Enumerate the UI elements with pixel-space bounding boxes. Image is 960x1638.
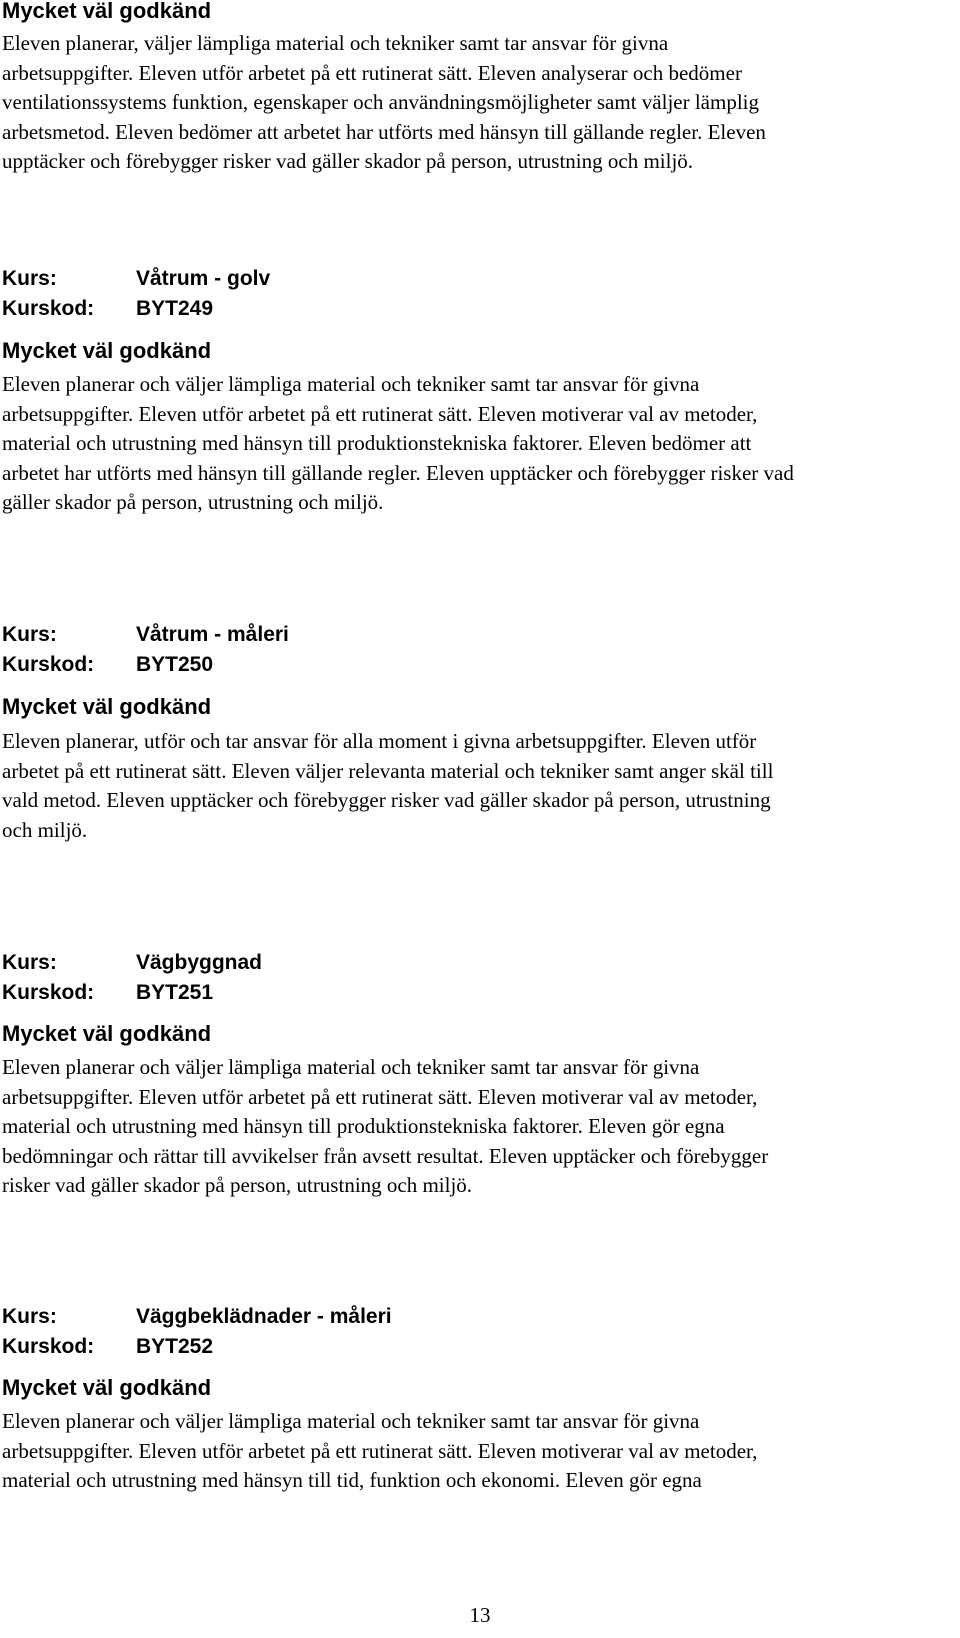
criteria-line: arbetsuppgifter. Eleven utför arbetet på ett rutinerat sätt. Eleven analyserar och bedömer [2,60,742,85]
course-row [2,264,270,294]
grade-heading: Mycket väl godkänd [2,1375,212,1400]
course-name: Vägbyggnad [136,951,263,974]
course-header [2,264,270,324]
criteria-line: material och utrustning med hänsyn till produktionstekniska faktorer. Eleven gör egna [2,1114,725,1138]
grade-heading: Mycket väl godkänd [2,338,212,363]
course-row [2,948,262,978]
criteria-text [2,1053,937,1201]
criteria-line: Eleven planerar, väljer lämpliga material och tekniker samt tar ansvar för givna [2,31,669,55]
course-code-label: Kurskod: [2,297,95,320]
course-code-label: Kurskod: [2,1335,95,1358]
criteria-text [2,1407,937,1496]
criteria-line: Eleven planerar och väljer lämpliga material och tekniker samt tar ansvar för givna [2,372,700,396]
course-name: Våtrum - golv [136,267,271,290]
criteria-text [2,29,937,177]
course-code-label: Kurskod: [2,653,95,676]
criteria-line: arbetsmetod. Eleven bedömer att arbetet har utförts med hänsyn till gällande regler. Eleven [2,119,766,144]
criteria-line: vald metod. Eleven upptäcker och förebygger risker vad gäller skador på person, utrustning [2,788,771,812]
course-label: Kurs: [2,1305,57,1328]
course-code-row [2,978,262,1008]
criteria-line: risker vad gäller skador på person, utrustning och miljö. [2,1173,473,1197]
course-code-row [2,650,289,680]
course-code: BYT252 [136,1335,214,1358]
course-code: BYT251 [136,981,214,1004]
criteria-line: bedömningar och rättar till avvikelser från avsett resultat. Eleven upptäcker och förebygger [2,1143,769,1168]
criteria-line: upptäcker och förebygger risker vad gäller skador på person, utrustning och miljö. [2,149,694,173]
course-header [2,620,289,680]
course-label: Kurs: [2,267,57,290]
course-name: Våtrum - måleri [136,623,289,646]
criteria-line: Eleven planerar och väljer lämpliga material och tekniker samt tar ansvar för givna [2,1409,700,1433]
criteria-text [2,727,937,845]
course-code: BYT250 [136,653,214,676]
course-row [2,1302,392,1332]
course-name: Väggbeklädnader - måleri [136,1305,392,1328]
criteria-line: material och utrustning med hänsyn till tid, funktion och ekonomi. Eleven gör egna [2,1468,702,1492]
criteria-line: arbetet har utförts med hänsyn till gällande regler. Eleven upptäcker och förebygger risker vad [2,460,794,485]
grade-heading: Mycket väl godkänd [2,1021,212,1046]
criteria-text [2,370,937,518]
criteria-line: arbetsuppgifter. Eleven utför arbetet på ett rutinerat sätt. Eleven motiverar val av metoder, [2,1438,758,1463]
page-number: 13 [469,1603,491,1627]
criteria-line: gäller skador på person, utrustning och miljö. [2,490,384,514]
criteria-line: arbetsuppgifter. Eleven utför arbetet på ett rutinerat sätt. Eleven motiverar val av metoder, [2,401,758,426]
criteria-line: och miljö. [2,817,88,842]
course-code-row [2,294,270,324]
course-code: BYT249 [136,297,214,320]
criteria-line: arbetsuppgifter. Eleven utför arbetet på ett rutinerat sätt. Eleven motiverar val av metoder, [2,1084,758,1109]
course-code-label: Kurskod: [2,981,95,1004]
criteria-line: arbetet på ett rutinerat sätt. Eleven väljer relevanta material och tekniker samt anger skäl till [2,758,774,783]
course-row [2,620,289,650]
course-code-row [2,1332,392,1362]
grade-heading: Mycket väl godkänd [2,694,212,719]
course-label: Kurs: [2,623,57,646]
criteria-line: material och utrustning med hänsyn till produktionstekniska faktorer. Eleven bedömer att [2,431,752,455]
course-header [2,948,262,1008]
course-label: Kurs: [2,951,57,974]
criteria-line: Eleven planerar, utför och tar ansvar för alla moment i givna arbetsuppgifter. Eleven utför [2,729,757,753]
grade-heading: Mycket väl godkänd [2,0,212,23]
criteria-line: ventilationssystems funktion, egenskaper och användningsmöjligheter samt väljer lämplig [2,90,760,114]
criteria-line: Eleven planerar och väljer lämpliga material och tekniker samt tar ansvar för givna [2,1055,700,1079]
course-header [2,1302,392,1362]
